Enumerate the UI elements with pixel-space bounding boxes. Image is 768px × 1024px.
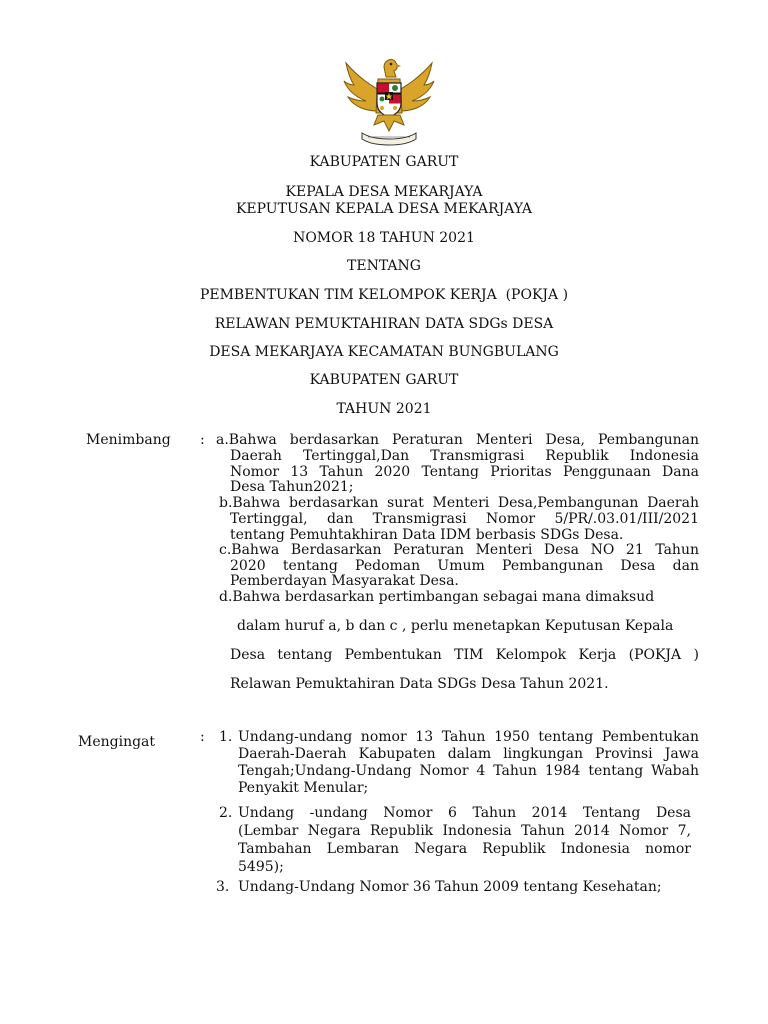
subject-line-2: RELAWAN PEMUKTAHIRAN DATA SDGs DESA bbox=[214, 316, 554, 332]
about-heading: TENTANG bbox=[347, 258, 421, 274]
consideration-c-line: 2020 tentang Pedoman Umum Pembangunan Desa dan bbox=[230, 558, 699, 574]
menimbang-label: Menimbang bbox=[86, 432, 171, 448]
consideration-d-line: dalam huruf a, b dan c , perlu menetapkan Keputusan Kepala bbox=[237, 618, 674, 634]
consideration-c-line: Pemberdayan Masyarakat Desa. bbox=[230, 573, 459, 589]
regency-title: KABUPATEN GARUT bbox=[309, 154, 459, 170]
legal-basis-2-line: 5495); bbox=[238, 859, 284, 875]
consideration-b-line: tentang Pemuhtakhiran Data IDM berbasis SDGs Desa. bbox=[230, 527, 624, 543]
consideration-a-line: Desa Tahun2021; bbox=[230, 479, 354, 495]
consideration-d-line: Desa tentang Pembentukan TIM Kelompok Kerja (POKJA ) bbox=[230, 647, 699, 663]
legal-basis-2-line: Undang -undang Nomor 6 Tahun 2014 Tentang Desa bbox=[238, 805, 691, 821]
legal-basis-1-line: Daerah-Daerah Kabupaten dalam lingkungan Provinsi Jawa bbox=[238, 746, 699, 762]
subject-year: TAHUN 2021 bbox=[336, 401, 432, 417]
legal-basis-2-line: Tambahan Lembaran Negara Republik Indonesia nomor bbox=[238, 841, 691, 857]
menimbang-colon: : bbox=[200, 432, 205, 448]
consideration-b-line: b.Bahwa berdasarkan surat Menteri Desa,Pembangunan Daerah bbox=[219, 495, 699, 511]
subject-line-4: KABUPATEN GARUT bbox=[309, 372, 459, 388]
subject-line-3: DESA MEKARJAYA KECAMATAN BUNGBULANG bbox=[209, 344, 559, 360]
legal-basis-1-line: Undang-undang nomor 13 Tahun 1950 tentang Pembentukan bbox=[238, 729, 699, 745]
legal-basis-3-line: Undang-Undang Nomor 36 Tahun 2009 tentang Kesehatan; bbox=[238, 879, 662, 895]
village-head-title: KEPALA DESA MEKARJAYA bbox=[285, 184, 483, 200]
mengingat-label: Mengingat bbox=[78, 734, 156, 750]
legal-basis-2-line: (Lembar Negara Republik Indonesia Tahun 2014 Nomor 7, bbox=[238, 823, 691, 839]
legal-basis-1-line: Tengah;Undang-Undang Nomor 4 Tahun 1984 tentang Wabah bbox=[238, 763, 699, 779]
consideration-d-line: d.Bahwa berdasarkan pertimbangan sebagai mana dimaksud bbox=[219, 589, 655, 605]
consideration-d-line: Relawan Pemuktahiran Data SDGs Desa Tahun 2021. bbox=[230, 676, 609, 692]
garuda-emblem bbox=[340, 55, 438, 147]
consideration-a-line: Nomor 13 Tahun 2020 Tentang Prioritas Penggunaan Dana bbox=[230, 464, 699, 480]
consideration-a-line: Daerah Tertinggal,Dan Transmigrasi Republik Indonesia bbox=[230, 448, 699, 464]
mengingat-colon: : bbox=[200, 729, 205, 745]
consideration-c-line: c.Bahwa Berdasarkan Peraturan Menteri Desa NO 21 Tahun bbox=[219, 542, 699, 558]
legal-basis-number: 1. bbox=[219, 729, 233, 745]
consideration-b-line: Tertinggal, dan Transmigrasi Nomor 5/PR/.03.01/III/2021 bbox=[230, 511, 699, 527]
consideration-a-line: a.Bahwa berdasarkan Peraturan Menteri Desa, Pembangunan bbox=[216, 432, 699, 448]
legal-basis-1-line: Penyakit Menular; bbox=[238, 780, 369, 796]
decree-title: KEPUTUSAN KEPALA DESA MEKARJAYA bbox=[235, 201, 533, 217]
decree-number: NOMOR 18 TAHUN 2021 bbox=[293, 230, 475, 246]
legal-basis-number: 2. bbox=[219, 805, 233, 821]
subject-line-1: PEMBENTUKAN TIM KELOMPOK KERJA (POKJA ) bbox=[199, 287, 569, 303]
legal-basis-number: 3. bbox=[216, 879, 230, 895]
